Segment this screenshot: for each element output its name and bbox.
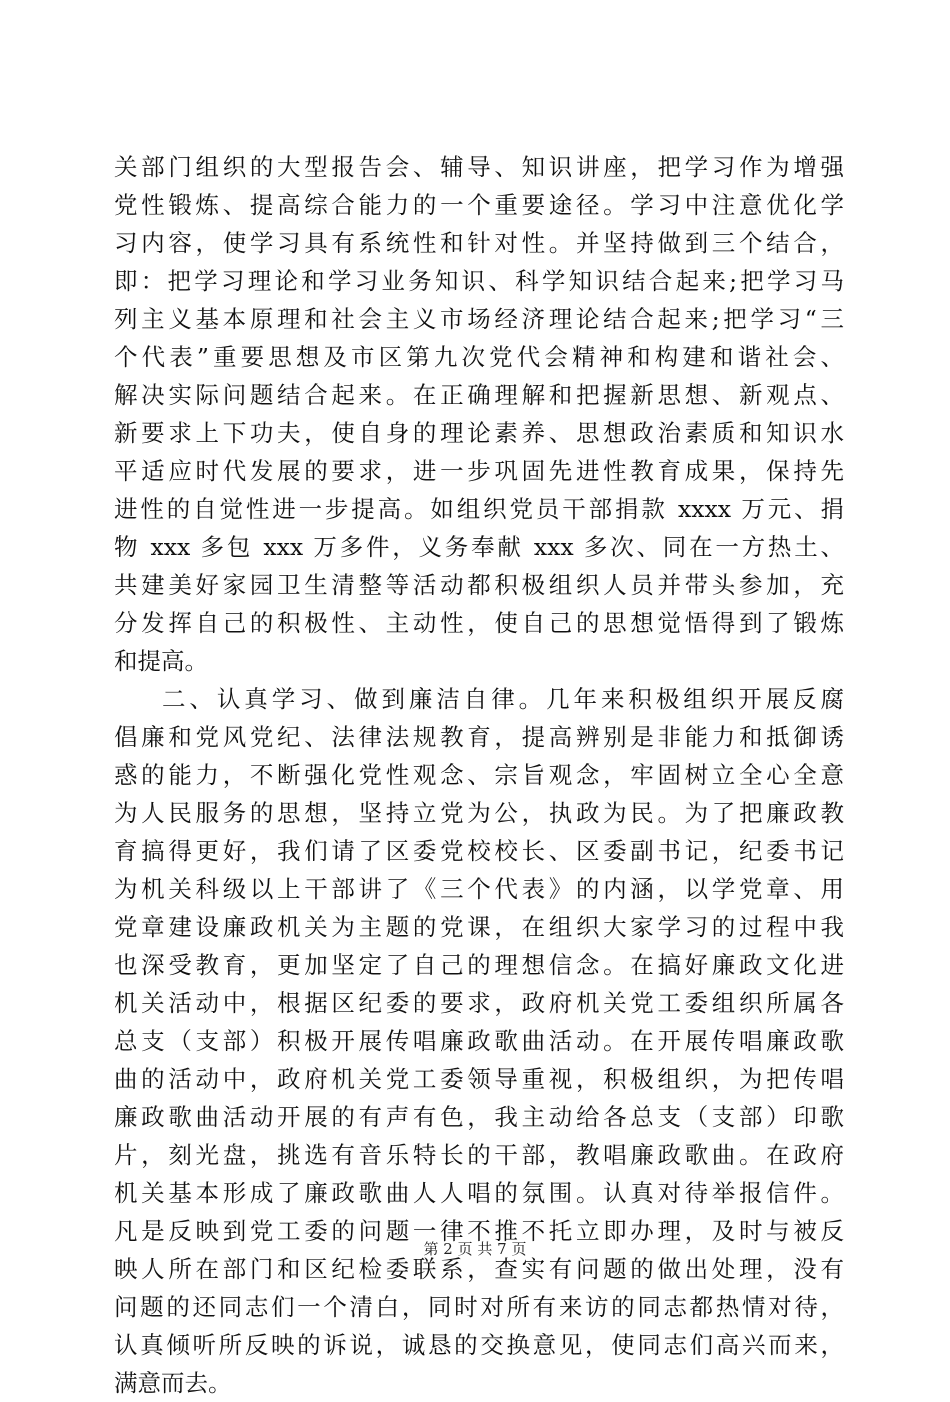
document-body — [114, 148, 844, 1402]
text-line: 二、认真学习、做到廉洁自律。几年来积极组织开展反腐 — [162, 685, 844, 713]
text-line: 育搞得更好，我们请了区委党校校长、区委副书记，纪委书记 — [114, 837, 844, 865]
text-line: 倡廉和党风党纪、法律法规教育，提高辨别是非能力和抵御诱 — [114, 723, 844, 751]
page-number-footer: 第 2 页 共 7 页 — [423, 1240, 527, 1258]
text-line: 关部门组织的大型报告会、辅导、知识讲座，把学习作为增强 — [114, 153, 844, 181]
text-line: 也深受教育，更加坚定了自己的理想信念。在搞好廉政文化进 — [114, 951, 844, 979]
text-line: 廉政歌曲活动开展的有声有色，我主动给各总支（支部）印歌 — [114, 1103, 844, 1131]
paragraph-2 — [114, 680, 844, 1402]
text-line: 惑的能力，不断强化党性观念、宗旨观念，牢固树立全心全意 — [114, 761, 844, 789]
text-line: 平适应时代发展的要求，进一步巩固先进性教育成果，保持先 — [114, 457, 844, 485]
text-line: 片，刻光盘，挑选有音乐特长的干部，教唱廉政歌曲。在政府 — [114, 1141, 844, 1169]
text-line: 新要求上下功夫，使自身的理论素养、思想政治素质和知识水 — [114, 419, 844, 447]
text-line: 映人所在部门和区纪检委联系，查实有问题的做出处理，没有 — [114, 1255, 844, 1283]
text-line: 为机关科级以上干部讲了《三个代表》的内涵，以学党章、用 — [114, 875, 844, 903]
text-line: 凡是反映到党工委的问题一律不推不托立即办理，及时与被反 — [114, 1217, 844, 1245]
text-line: 解决实际问题结合起来。在正确理解和把握新思想、新观点、 — [114, 381, 844, 409]
text-line: 认真倾听所反映的诉说，诚恳的交换意见，使同志们高兴而来， — [114, 1331, 844, 1359]
text-line: 共建美好家园卫生清整等活动都积极组织人员并带头参加，充 — [114, 571, 844, 599]
text-line: 机关基本形成了廉政歌曲人人唱的氛围。认真对待举报信件。 — [114, 1179, 844, 1207]
text-line: 即：把学习理论和学习业务知识、科学知识结合起来;把学习马 — [114, 267, 844, 295]
text-line: 列主义基本原理和社会主义市场经济理论结合起来;把学习“三 — [114, 305, 844, 333]
text-line: 满意而去。 — [114, 1369, 232, 1397]
text-line: 曲的活动中，政府机关党工委领导重视，积极组织，为把传唱 — [114, 1065, 844, 1093]
text-line: 和提高。 — [114, 647, 208, 675]
text-line: 个代表”重要思想及市区第九次党代会精神和构建和谐社会、 — [114, 343, 844, 371]
text-line: 习内容，使学习具有系统性和针对性。并坚持做到三个结合， — [114, 229, 844, 257]
text-line: 总支（支部）积极开展传唱廉政歌曲活动。在开展传唱廉政歌 — [114, 1027, 844, 1055]
text-line: 问题的还同志们一个清白，同时对所有来访的同志都热情对待， — [114, 1293, 844, 1321]
text-line: 为人民服务的思想，坚持立党为公，执政为民。为了把廉政教 — [114, 799, 844, 827]
paragraph-1 — [114, 148, 844, 680]
text-line: 机关活动中，根据区纪委的要求，政府机关党工委组织所属各 — [114, 989, 844, 1017]
text-line: 党章建设廉政机关为主题的党课，在组织大家学习的过程中我 — [114, 913, 844, 941]
text-line: 进性的自觉性进一步提高。如组织党员干部捐款 xxxx 万元、捐 — [114, 495, 844, 523]
text-line: 分发挥自己的积极性、主动性，使自己的思想觉悟得到了锻炼 — [114, 609, 844, 637]
text-line: 党性锻炼、提高综合能力的一个重要途径。学习中注意优化学 — [114, 191, 844, 219]
text-line: 物 xxx 多包 xxx 万多件，义务奉献 xxx 多次、同在一方热土、 — [114, 533, 844, 561]
